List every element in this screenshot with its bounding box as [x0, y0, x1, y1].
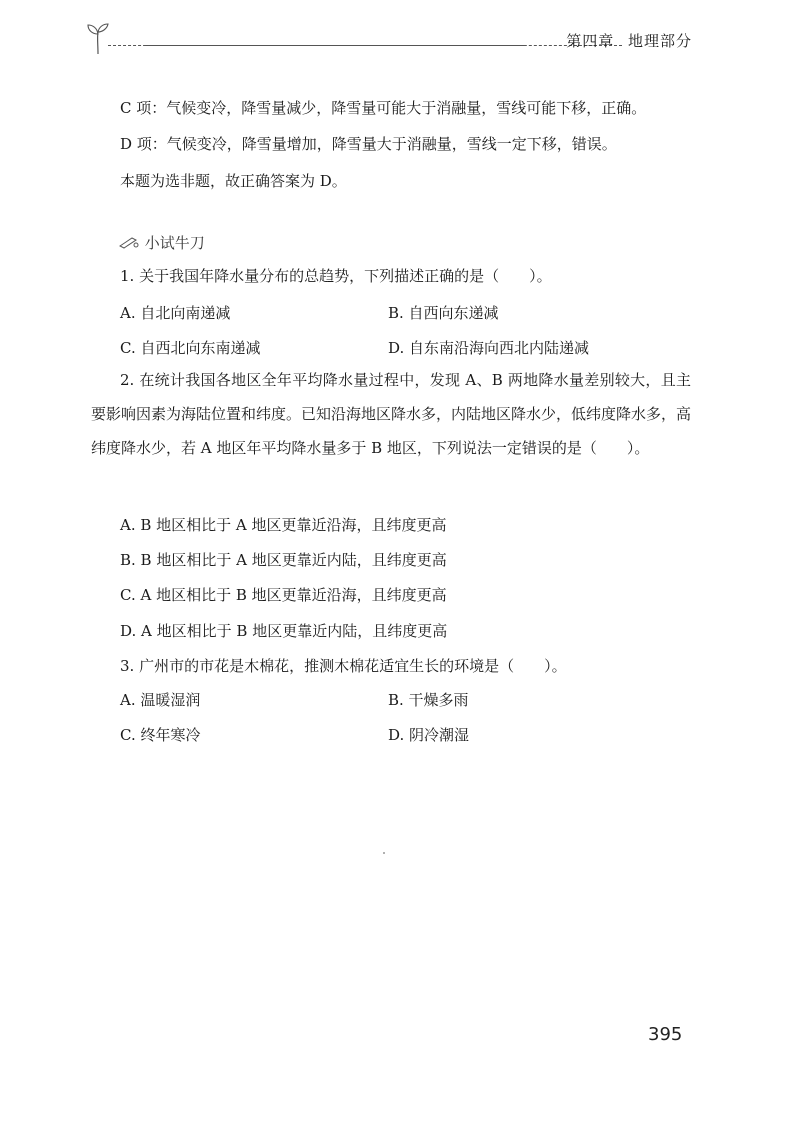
question-2-option-b: B. B 地区相比于 A 地区更靠近内陆，且纬度更高: [120, 551, 447, 569]
header-rule-solid: [146, 45, 526, 46]
section-label: 地理部分: [627, 32, 692, 50]
question-3-option-c: C. 终年寒冷: [120, 726, 201, 744]
explanation-c: C 项：气候变冷，降雪量减少，降雪量可能大于消融量，雪线可能下移，正确。: [120, 99, 647, 117]
sprout-icon: [86, 22, 110, 56]
page-number: 395: [648, 1024, 683, 1045]
question-3-option-d: D. 阴冷潮湿: [388, 726, 470, 744]
question-2-option-a: A. B 地区相比于 A 地区更靠近沿海，且纬度更高: [120, 516, 447, 534]
question-1-option-a: A. 自北向南递减: [120, 304, 231, 322]
chapter-title: [558, 30, 692, 51]
question-1-option-c: C. 自西北向东南递减: [120, 339, 261, 357]
question-3-option-b: B. 干燥多雨: [388, 691, 469, 709]
explanation-d: D 项：气候变冷，降雪量增加，降雪量大于消融量，雪线一定下移，错误。: [120, 135, 617, 153]
question-1-stem: 1. 关于我国年降水量分布的总趋势，下列描述正确的是（ ）。: [120, 267, 552, 285]
page-header: [86, 22, 692, 58]
knife-icon: [118, 235, 140, 249]
question-2-option-c: C. A 地区相比于 B 地区更靠近沿海，且纬度更高: [120, 586, 447, 604]
practice-title: 小试牛刀: [144, 234, 205, 252]
question-2-option-d: D. A 地区相比于 B 地区更靠近内陆，且纬度更高: [120, 622, 448, 640]
question-1-option-d: D. 自东南沿海向西北内陆递减: [388, 339, 590, 357]
chapter-label: 第四章: [566, 32, 615, 50]
question-3-stem: 3. 广州市的市花是木棉花，推测木棉花适宜生长的环境是（ ）。: [120, 657, 567, 675]
practice-heading: [118, 232, 205, 253]
question-1-option-b: B. 自西向东递减: [388, 304, 499, 322]
scan-speck: [383, 852, 385, 854]
question-3-option-a: A. 温暖湿润: [120, 691, 201, 709]
explanation-conclusion: 本题为选非题，故正确答案为 D。: [120, 172, 347, 190]
question-2-stem: 2. 在统计我国各地区全年平均降水量过程中，发现 A、B 两地降水量差别较大，且主要影响因素为海陆位置和纬度。已知沿海地区降水多，内陆地区降水少，低纬度降水多，高纬度降水少，若 A 地区年平均降水量多于 B 地区，下列说法一定错误的是（ ）。: [91, 371, 692, 457]
